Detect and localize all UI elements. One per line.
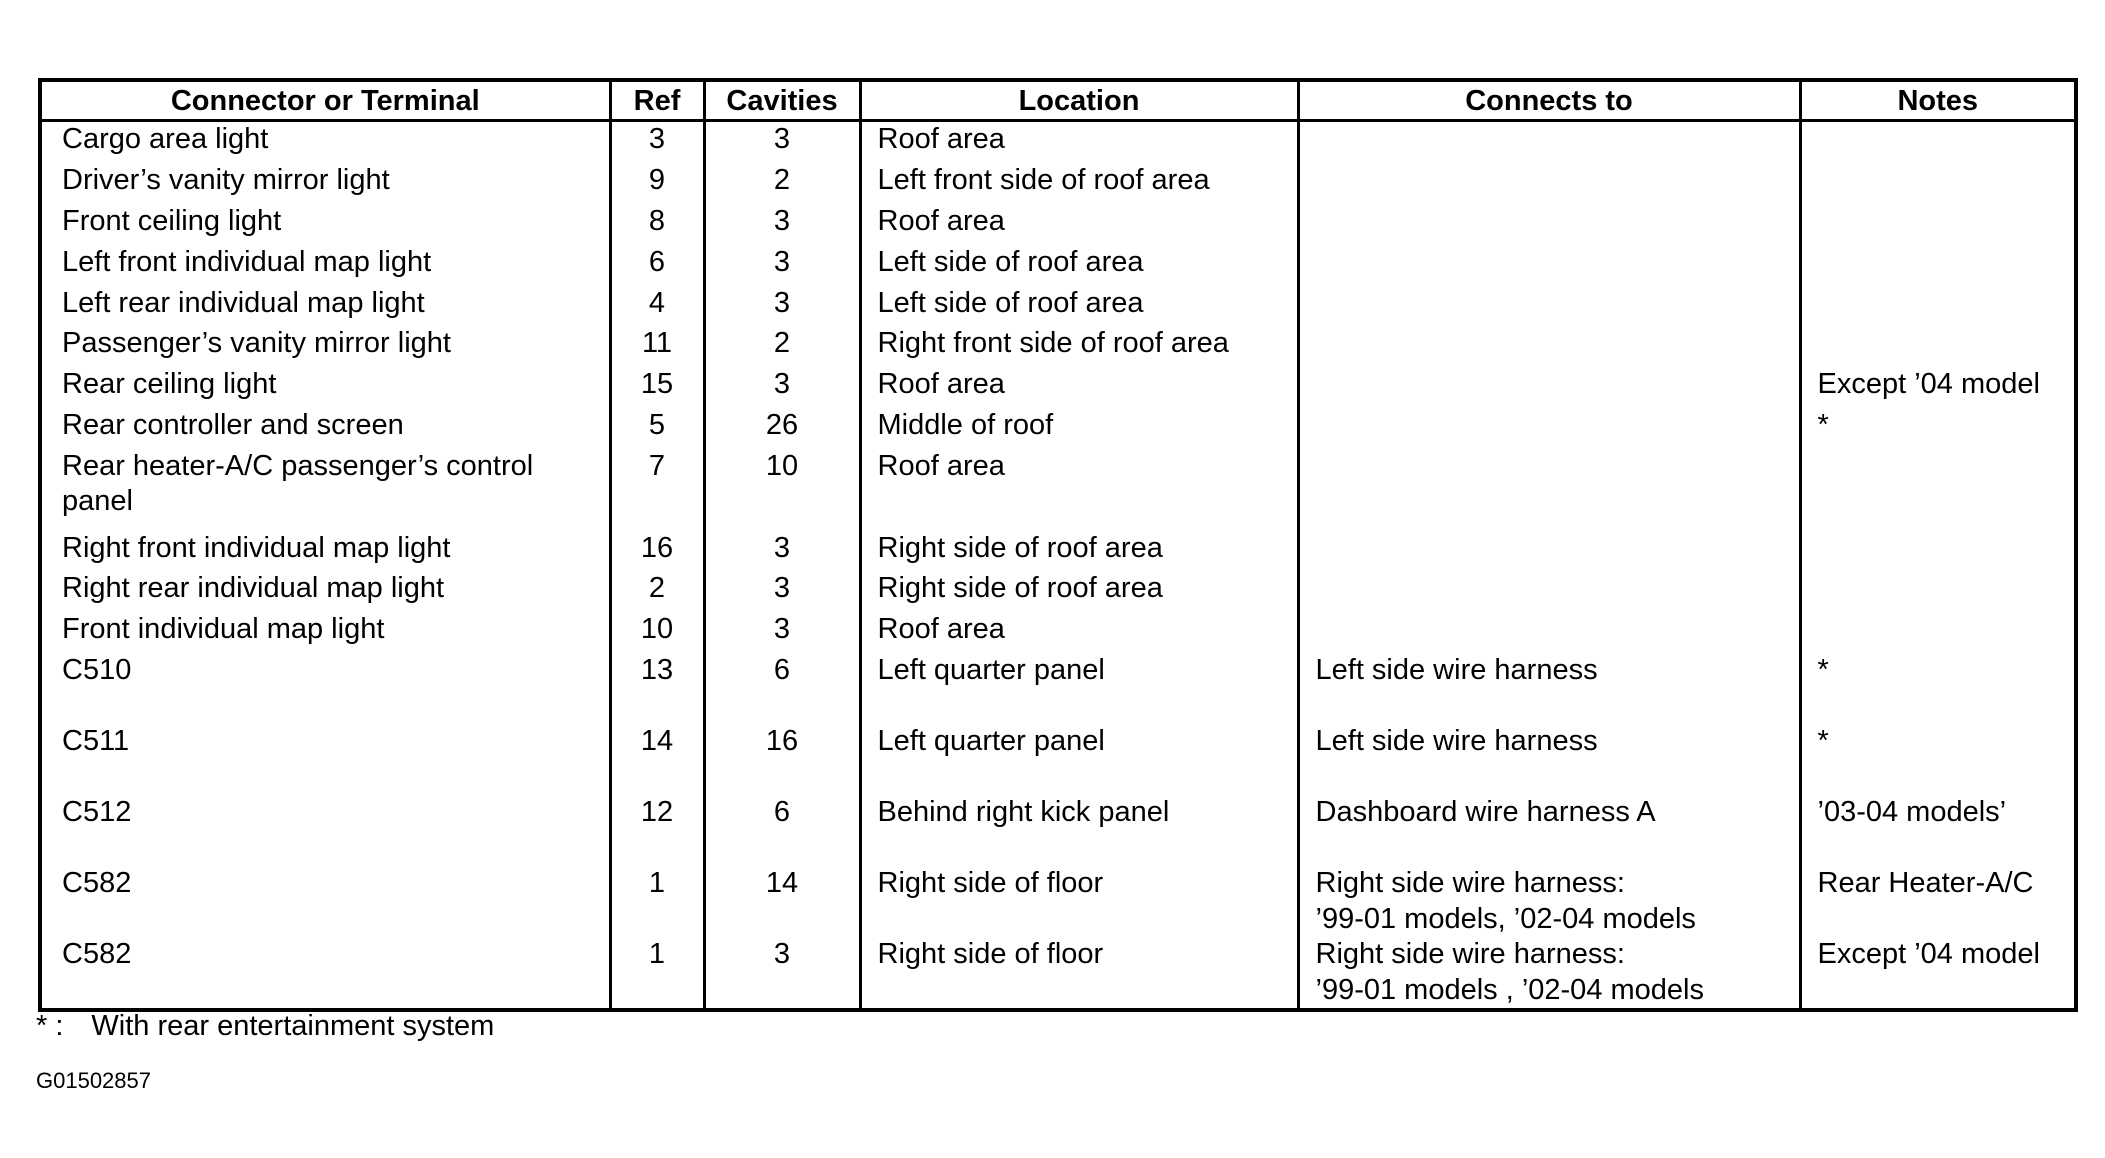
cell-location: Roof area <box>860 367 1298 408</box>
cell-connects-to <box>1298 795 1800 866</box>
cell-ref: 7 <box>610 449 704 531</box>
table-row <box>42 367 2074 408</box>
table-row <box>42 163 2074 204</box>
table-row <box>42 245 2074 286</box>
cell-location: Left quarter panel <box>860 724 1298 795</box>
cell-location: Roof area <box>860 612 1298 653</box>
cell-ref: 2 <box>610 571 704 612</box>
cell-connects-to <box>1298 408 1800 449</box>
cell-notes <box>1800 245 2074 286</box>
table-row <box>42 531 2074 572</box>
cell-connects-to <box>1298 286 1800 327</box>
connects-to-line: Right side wire harness: <box>1315 867 1625 899</box>
cell-cavities: 10 <box>704 449 860 531</box>
cell-location: Right front side of roof area <box>860 326 1298 367</box>
cell-notes: * <box>1817 409 1829 442</box>
cell-connector: C582 <box>42 866 610 937</box>
cell-location: Roof area <box>860 121 1298 164</box>
cell-connects-to <box>1298 866 1800 937</box>
cell-connector: Right rear individual map light <box>42 571 610 612</box>
header-connector: Connector or Terminal <box>42 82 610 121</box>
footnote-text: With rear entertainment system <box>91 1010 495 1042</box>
table-row <box>42 724 2074 795</box>
cell-location: Right side of roof area <box>860 531 1298 572</box>
cell-connects-to <box>1298 531 1800 572</box>
cell-location: Roof area <box>860 449 1298 531</box>
header-ref: Ref <box>610 82 704 121</box>
cell-ref: 6 <box>610 245 704 286</box>
cell-connector: Left front individual map light <box>42 245 610 286</box>
cell-cavities: 6 <box>704 653 860 724</box>
cell-ref: 13 <box>610 653 704 724</box>
connector-table-frame <box>38 78 2078 1012</box>
cell-notes <box>1800 571 2074 612</box>
cell-cavities: 2 <box>704 163 860 204</box>
header-notes: Notes <box>1800 82 2074 121</box>
cell-connector: C510 <box>42 653 610 724</box>
cell-connects-to <box>1298 724 1800 795</box>
cell-cavities: 3 <box>704 286 860 327</box>
header-cavities: Cavities <box>704 82 860 121</box>
cell-notes <box>1800 531 2074 572</box>
cell-connector: Left rear individual map light <box>42 286 610 327</box>
cell-notes: ’03-04 models’ <box>1817 796 2007 828</box>
cell-connects-to <box>1298 449 1800 531</box>
cell-cavities: 3 <box>704 367 860 408</box>
cell-connector: Driver’s vanity mirror light <box>42 163 610 204</box>
cell-connects-to <box>1298 121 1800 164</box>
table-row <box>42 795 2074 866</box>
cell-ref: 8 <box>610 204 704 245</box>
connects-to-line: Dashboard wire harness A <box>1315 796 1656 828</box>
cell-location: Right side of roof area <box>860 571 1298 612</box>
cell-cavities: 3 <box>704 121 860 164</box>
header-location: Location <box>860 82 1298 121</box>
cell-connects-to <box>1298 204 1800 245</box>
cell-notes <box>1800 121 2074 164</box>
connects-to-line: ’99-01 models, ’02-04 models <box>1315 902 1696 935</box>
connects-to-line: Left side wire harness <box>1315 654 1598 686</box>
cell-location: Roof area <box>860 204 1298 245</box>
cell-cavities: 26 <box>704 408 860 449</box>
table-row <box>42 408 2074 449</box>
table-row <box>42 326 2074 367</box>
cell-ref: 1 <box>610 937 704 1008</box>
connects-to-line: Right side wire harness: <box>1315 938 1625 970</box>
table-row <box>42 286 2074 327</box>
cell-notes <box>1800 612 2074 653</box>
cell-connects-to <box>1298 571 1800 612</box>
cell-connector: C582 <box>42 937 610 1008</box>
cell-ref: 3 <box>610 121 704 164</box>
cell-connects-to <box>1298 326 1800 367</box>
cell-cavities: 3 <box>704 245 860 286</box>
cell-cavities: 3 <box>704 204 860 245</box>
table-row <box>42 653 2074 724</box>
cell-connects-to <box>1298 653 1800 724</box>
cell-location: Left front side of roof area <box>860 163 1298 204</box>
cell-cavities: 16 <box>704 724 860 795</box>
table-row <box>42 204 2074 245</box>
table-row <box>42 449 2074 531</box>
cell-location: Right side of floor <box>860 937 1298 1008</box>
cell-cavities: 3 <box>704 937 860 1008</box>
table-row <box>42 612 2074 653</box>
table-row <box>42 937 2074 1008</box>
header-connects-to: Connects to <box>1298 82 1800 121</box>
connector-table <box>42 82 2074 1008</box>
cell-notes <box>1800 449 2074 531</box>
cell-location: Left side of roof area <box>860 245 1298 286</box>
cell-cavities: 6 <box>704 795 860 866</box>
table-body <box>42 121 2074 1009</box>
table-header-row <box>42 82 2074 121</box>
cell-cavities: 2 <box>704 326 860 367</box>
cell-notes <box>1800 326 2074 367</box>
cell-ref: 11 <box>610 326 704 367</box>
cell-connector: C511 <box>42 724 610 795</box>
cell-connects-to <box>1298 245 1800 286</box>
cell-connector: Front ceiling light <box>42 204 610 245</box>
footnote <box>36 1010 494 1043</box>
cell-location: Left quarter panel <box>860 653 1298 724</box>
cell-notes <box>1800 286 2074 327</box>
cell-ref: 9 <box>610 163 704 204</box>
table-row <box>42 866 2074 937</box>
cell-connector: Rear ceiling light <box>42 367 610 408</box>
cell-connects-to <box>1298 612 1800 653</box>
cell-ref: 1 <box>610 866 704 937</box>
cell-connector: Right front individual map light <box>42 531 610 572</box>
connects-to-line: Left side wire harness <box>1315 725 1598 757</box>
cell-connects-to <box>1298 367 1800 408</box>
cell-notes: Except ’04 model <box>1817 938 2040 970</box>
cell-ref: 16 <box>610 531 704 572</box>
cell-location: Behind right kick panel <box>860 795 1298 866</box>
cell-connector: Passenger’s vanity mirror light <box>42 326 610 367</box>
connects-to-line: ’99-01 models , ’02-04 models <box>1315 973 1704 1006</box>
cell-location: Left side of roof area <box>860 286 1298 327</box>
cell-ref: 14 <box>610 724 704 795</box>
cell-connector: Front individual map light <box>42 612 610 653</box>
cell-cavities: 14 <box>704 866 860 937</box>
cell-connector: C512 <box>42 795 610 866</box>
cell-location: Right side of floor <box>860 866 1298 937</box>
cell-cavities: 3 <box>704 612 860 653</box>
cell-cavities: 3 <box>704 571 860 612</box>
footnote-mark: * : <box>36 1010 64 1042</box>
cell-cavities: 3 <box>704 531 860 572</box>
cell-connector: Rear heater-A/C passenger’s control panel <box>42 449 610 531</box>
figure-id: G01502857 <box>36 1068 151 1093</box>
cell-location: Middle of roof <box>860 408 1298 449</box>
cell-notes: Rear Heater-A/C <box>1817 867 2034 899</box>
cell-ref: 4 <box>610 286 704 327</box>
cell-ref: 15 <box>610 367 704 408</box>
cell-ref: 12 <box>610 795 704 866</box>
cell-notes <box>1800 204 2074 245</box>
cell-connector: Rear controller and screen <box>42 408 610 449</box>
cell-notes <box>1800 163 2074 204</box>
cell-ref: 5 <box>610 408 704 449</box>
cell-notes: * <box>1817 654 1829 686</box>
cell-notes: Except ’04 model <box>1817 368 2040 401</box>
cell-ref: 10 <box>610 612 704 653</box>
cell-connects-to <box>1298 163 1800 204</box>
table-row <box>42 121 2074 164</box>
cell-notes: * <box>1817 725 1829 757</box>
cell-connector: Cargo area light <box>42 121 610 164</box>
table-row <box>42 571 2074 612</box>
cell-connects-to <box>1298 937 1800 1008</box>
